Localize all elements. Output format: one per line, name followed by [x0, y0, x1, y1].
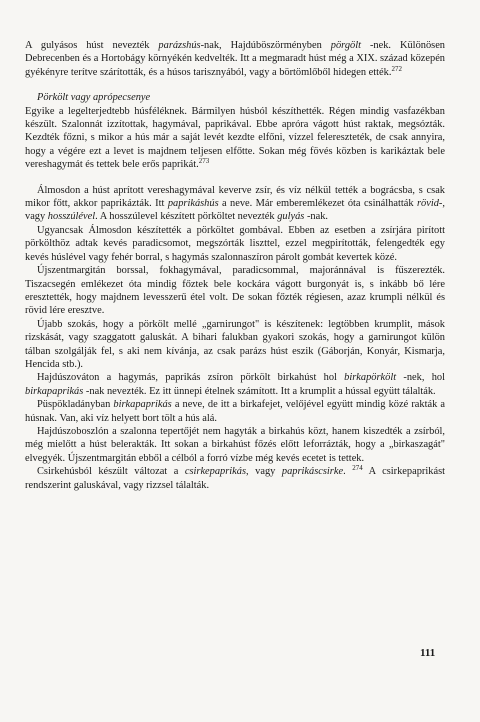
italic-term: Pörkölt	[37, 92, 69, 104]
footnote-ref: 274	[352, 464, 363, 473]
italic-term: parázshús	[158, 40, 201, 51]
italic-term: paprikáshús	[167, 198, 219, 210]
italic-term: birkapörkölt	[344, 372, 397, 384]
paragraph-hajduszovat	[25, 371, 445, 398]
text-run: vagy	[68, 92, 93, 104]
text-run: .	[343, 466, 353, 478]
text-run: Álmosdon a húst aprított vereshagymával keverve zsír, és víz nélkül tették a bográcsba, s csak mikor főtt, akkor paprikázták. Itt	[25, 184, 445, 210]
text-run: Csirkehúsból készült változat a	[37, 466, 185, 478]
text-run: A gulyásos húst nevezték	[25, 40, 159, 51]
text-run: -nak, Hajdúböszörményben	[200, 40, 331, 51]
italic-term: rövid-	[416, 198, 443, 210]
italic-term: birkapaprikás	[113, 399, 172, 411]
text-run: Hajdúszováton a hagymás, paprikás zsíron pörkölt birkahúst hol	[37, 372, 345, 384]
italic-term: birkapaprikás	[25, 385, 84, 397]
text-run: , vagy	[246, 466, 282, 478]
text-run: . A hosszúlevel készített pörköltet nevezték	[95, 211, 278, 223]
paragraph-csirkepaprikas	[25, 465, 445, 492]
paragraph-porkolt-description	[25, 105, 445, 172]
paragraph-hajduszoboszlo	[25, 425, 445, 465]
text-run: -nek. Különösen Debrecenben és a Hortobágy környékén kedvelték. Itt a megmaradt húst még a XIX. század közepén gyékényre terítve szárították, és a húsos tarisznyából, vagy a börtömlőből hidegen ették.	[25, 40, 446, 78]
footnote-ref: 272	[391, 64, 402, 73]
text-run: -nak nevezték. Ez itt ünnepi ételnek számított. Itt a krumplit a hússal együtt tálalták.	[83, 385, 436, 397]
paragraph-almosd-gomba	[25, 224, 445, 264]
paragraph-puspokladany	[25, 398, 445, 425]
italic-term: hosszúlével	[47, 211, 96, 223]
italic-term: gulyás	[277, 211, 305, 223]
paragraph-garnirung	[25, 318, 445, 372]
page-body-text	[25, 39, 445, 492]
text-run: A csirkepaprikást rendszerint galuskával, vagy rizzsel tálalták.	[25, 466, 445, 491]
paragraph-ujszentmargita	[25, 264, 445, 318]
footnote-ref: 273	[198, 157, 210, 166]
text-run: Újabb szokás, hogy a pörkölt mellé „garnirungot" is készítenek: legtöbben krumplit, mások rizskását, vagy szaggatott galuskát. A bihari falukban gyakori szokás, hogy a garnirungot külön tálban szolgálják fel, s aki nem kívánja, az csak parázs húst eszik (Gáborján, Konyár, Kismarja, Hencida stb.).	[25, 318, 445, 370]
text-run: Ugyancsak Álmosdon készítették a pörköltet gombával. Ebben az esetben a zsírjára pirított pörkölthöz adtak kevés paradicsomot, megszórták liszttel, ezzel megpirították, felengedték egy kevés húslével vagy fehér borral, s hagymás szalonnaszíron párolt gombát kevertek közé.	[25, 224, 445, 263]
text-run: -nek, hol	[396, 372, 445, 384]
text-run: Hajdúszoboszlón a szalonna tepertőjét nem hagyták a birkahús közt, hanem kiszedték a zsírból, még mielőtt a húst belerakták. Itt sokan a birkahúst főzés előtt leforrázták, hogy a „birkaszagát" elvegyék. Újszentmargitán ebből a célból a forró vízbe még kevés ecetet is tettek.	[25, 425, 445, 464]
italic-term: csirkepaprikás	[184, 466, 247, 478]
text-run: a neve. Már emberemlékezet óta csinálhatták	[218, 198, 417, 210]
text-run: a neve, de itt a birkafejet, velőjével együtt mindig közé rakták a húsnak. Van, aki víz helyett bort tölt a hús alá.	[25, 399, 445, 424]
italic-term: aprópecsenye	[92, 92, 151, 104]
paragraph-parazshus	[25, 39, 445, 79]
italic-term: pörgölt	[330, 40, 361, 51]
section-heading-porkolt	[25, 91, 445, 104]
text-run: , vagy	[25, 198, 445, 223]
text-run: Egyike a legelterjedtebb húsféléknek. Bármilyen húsból készíthették. Régen mindig vasfazékban készült. Szalonnát izzítottak, hagymával, paprikával. Ebbe apróra vágott húst raktak, megsózták. Kezdték főzni, s mikor a hús már a saját levét kezdte elfőni, vízzel felereszteték, de csak annyira, hogy a végére ezt a levet is majdnem teljesen elfőtte. Sokan még fövés közben is karikáztak bele vereshagymát és tettek bele erős paprikát.	[25, 105, 445, 171]
page-number: 111	[420, 647, 436, 659]
text-run: -nak.	[304, 211, 329, 223]
text-run: Püspökladányban	[37, 399, 114, 411]
paragraph-almosd	[25, 184, 445, 224]
italic-term: paprikáscsirke	[281, 466, 344, 478]
text-run: Újszentmargitán borssal, fokhagymával, paradicsommal, majoránnával is fűszerezték. Tiszacsegén emlékezet óta mindig főztek bele kockára vágott burgonyát is, s inkább bő lére eresztették, hogy majdnem levesszerű étel volt. De sokan főzték régiesen, azaz krumpli nélkül és rövid lére eresztve.	[25, 265, 445, 317]
